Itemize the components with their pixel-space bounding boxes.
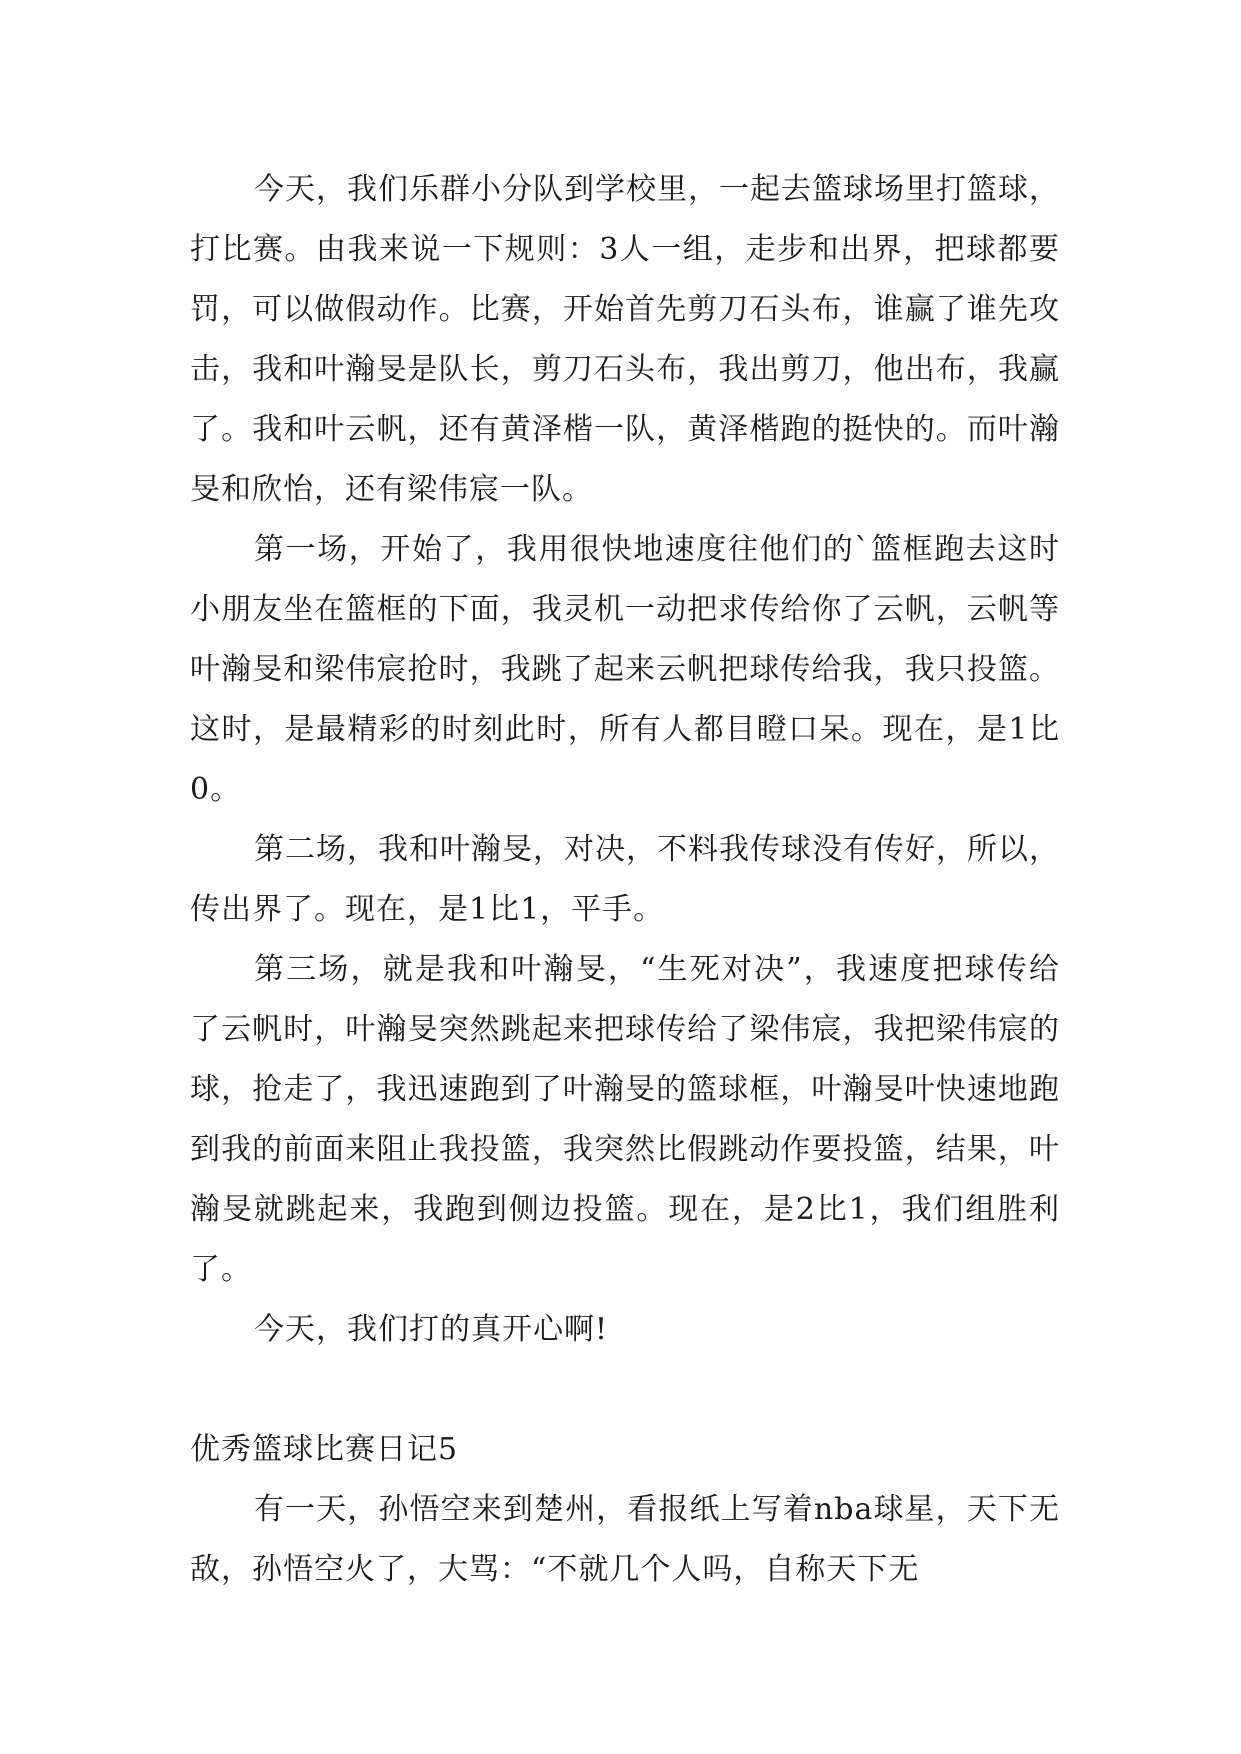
document-body (190, 160, 1060, 1600)
paragraph-round-two: 第二场，我和叶瀚旻，对决，不料我传球没有传好，所以，传出界了。现在，是1比1，平手。 (190, 832, 1060, 927)
paragraph-round-three: 第三场，就是我和叶瀚旻，“生死对决”，我速度把球传给了云帆时，叶瀚旻突然跳起来把球传给了梁伟宸，我把梁伟宸的球，抢走了，我迅速跑到了叶瀚旻的篮球框，叶瀚旻叶快速地跑到我的前面来阻止我投篮，我突然比假跳动作要投篮，结果，叶瀚旻就跳起来，我跑到侧边投篮。现在，是2比1，我们组胜利了。 (190, 952, 1060, 1287)
section-heading: 优秀篮球比赛日记5 (190, 1432, 459, 1467)
paragraph-conclusion: 今天，我们打的真开心啊! (254, 1312, 609, 1347)
paragraph-intro: 今天，我们乐群小分队到学校里，一起去篮球场里打篮球，打比赛。由我来说一下规则：3人一组，走步和出界，把球都要罚，可以做假动作。比赛，开始首先剪刀石头布，谁赢了谁先攻击，我和叶瀚旻是队长，剪刀石头布，我出剪刀，他出布，我赢了。我和叶云帆，还有黄泽楷一队，黄泽楷跑的挺快的。而叶瀚旻和欣怡，还有梁伟宸一队。 (190, 172, 1060, 507)
section-spacer (190, 1360, 1060, 1420)
paragraph-next-section: 有一天，孙悟空来到楚州，看报纸上写着nba球星，天下无敌，孙悟空火了，大骂：“不就几个人吗，自称天下无 (190, 1492, 1060, 1587)
paragraph-round-one: 第一场，开始了，我用很快地速度往他们的`篮框跑去这时小朋友坐在篮框的下面，我灵机一动把求传给你了云帆，云帆等叶瀚旻和梁伟宸抢时，我跳了起来云帆把球传给我，我只投篮。这时，是最精彩的时刻此时，所有人都目瞪口呆。现在，是1比0。 (190, 532, 1060, 807)
